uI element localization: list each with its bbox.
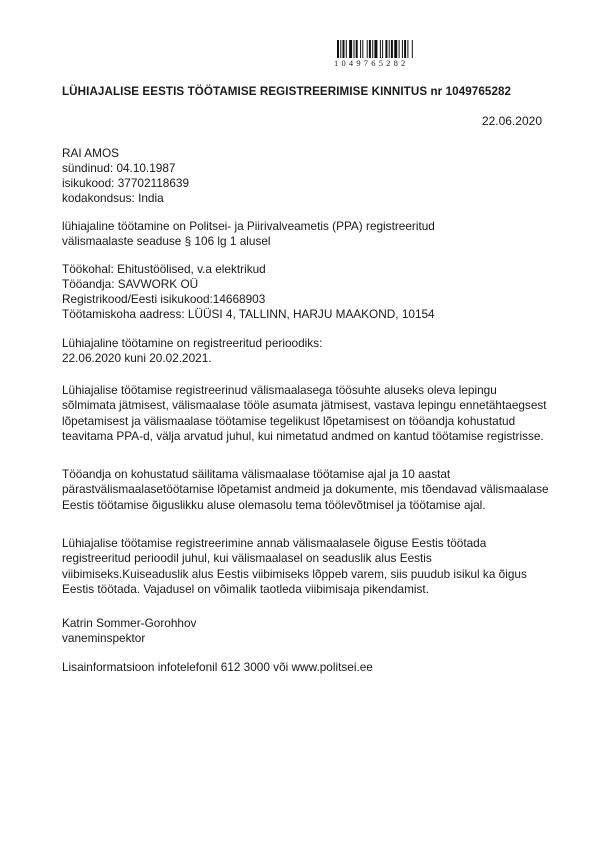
- paragraph-notification: Lühiajalise töötamise registreerinud välismaalasega töösuhte aluseks oleva lepingu sõlmimata jätmisest, välismaalase tööle asumata jätmisest, vastava lepingu ennetähtaegsest lõpetamisest ja välismaalase töötamise tegelikust lõpetamisest on tööandja kohustatud teavitama PPA-d, välja arvatud juhul, kui nimetatud andmed on kantud töötamise registrisse.: [62, 383, 547, 443]
- period-label: Lühiajaline töötamine on registreeritud perioodiks:: [62, 336, 323, 350]
- paragraph-retention: Tööandja on kohustatud säilitama välismaalase töötamise ajal ja 10 aastat pärastvälismaalasetöötamise lõpetamist andmeid ja dokumente, mis tõendavad välismaalase Eestis töötamise õiguslikku aluse olemasolu tema töölevõtmisel ja töötamise ajal.: [62, 467, 549, 512]
- employer-block: [62, 262, 562, 322]
- paragraph-rights: Lühiajalise töötamise registreerimine annab välismaalasele õiguse Eestis töötada registreeritud perioodil juhul, kui välismaalasel on seaduslik alus Eestis viibimiseks.Kuiseaduslik alus Eestis viibimiseks lõppeb varem, siis puudub isikul ka õigus Eestis töötada. Vajadusel on võimalik taotleda viibimisaja pikendamist.: [62, 536, 527, 596]
- person-block: [62, 146, 562, 206]
- document-date: 22.06.2020: [481, 114, 542, 128]
- employer-reg-code: Registrikood/Eesti isikukood:14668903: [62, 292, 266, 306]
- person-name: RAI AMOS: [62, 146, 120, 160]
- registration-statement: [62, 219, 562, 249]
- period-block: [62, 336, 562, 366]
- work-address: Töötamiskoha aadress: LÜÜSI 4, TALLINN, HARJU MAAKOND, 10154: [62, 307, 435, 321]
- barcode-number: 1049765282: [334, 58, 409, 68]
- period-dates: 22.06.2020 kuni 20.02.2021.: [62, 351, 212, 365]
- barcode-icon: [337, 40, 449, 58]
- signature-block: [62, 616, 562, 646]
- person-birth: sündinud: 04.10.1987: [62, 161, 176, 175]
- person-id-code: isikukood: 37702118639: [62, 176, 190, 190]
- employer-name: Tööandja: SAVWORK OÜ: [62, 277, 199, 291]
- registration-line-2: välismaalaste seaduse § 106 lg 1 alusel: [62, 234, 271, 248]
- person-citizenship: kodakondsus: India: [62, 191, 164, 205]
- workplace: Töökohal: Ehitustöölised, v.a elektrikud: [62, 262, 266, 276]
- signatory-name: Katrin Sommer-Gorohhov: [62, 616, 197, 630]
- signatory-position: vaneminspektor: [62, 631, 146, 645]
- barcode: [334, 40, 454, 68]
- document-title: LÜHIAJALISE EESTIS TÖÖTAMISE REGISTREERIMISE KINNITUS nr 1049765282: [62, 85, 512, 98]
- registration-line-1: lühiajaline töötamine on Politsei- ja Piirivalveametis (PPA) registreeritud: [62, 219, 435, 233]
- footer-info: Lisainformatsioon infotelefonil 612 3000 või www.politsei.ee: [62, 660, 373, 674]
